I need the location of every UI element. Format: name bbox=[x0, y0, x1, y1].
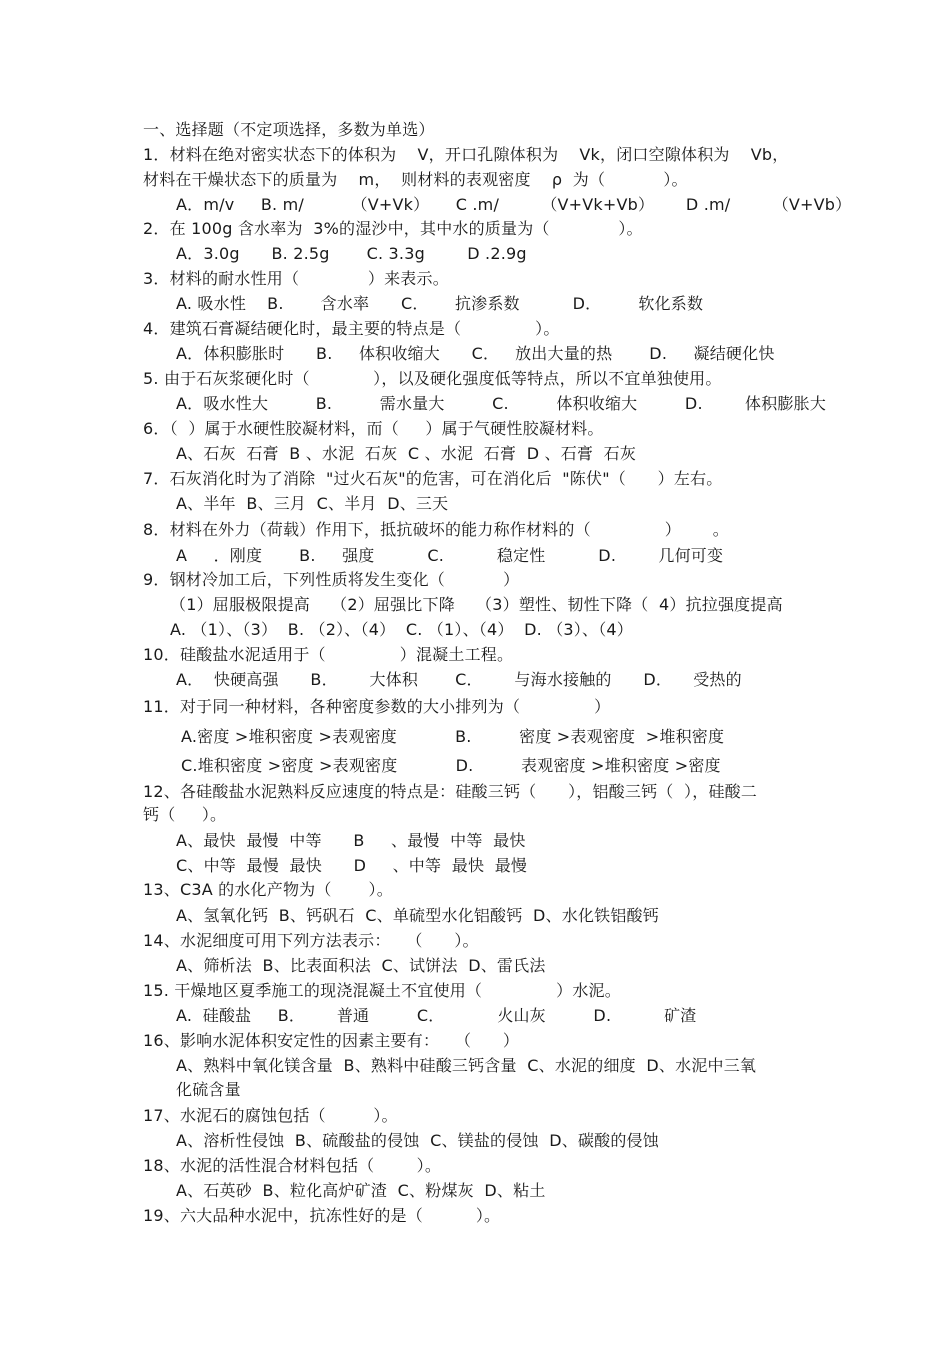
q6-stem: 6．（ ）属于水硬性胶凝材料，而（ ）属于气硬性胶凝材料。 bbox=[143, 419, 604, 438]
q6-options: A、石灰 石膏 B 、水泥 石灰 C 、水泥 石膏 D 、石膏 石灰 bbox=[176, 444, 637, 463]
q14-options: A、筛析法 B、比表面积法 C、试饼法 D、雷氏法 bbox=[176, 956, 546, 975]
q16-stem: 16、影响水泥体积安定性的因素主要有： （ ） bbox=[143, 1031, 520, 1050]
q1-stem: 材料在干燥状态下的质量为 m， 则材料的表观密度 ρ 为（ ）。 bbox=[143, 170, 688, 189]
q10-stem: 10．硅酸盐水泥适用于（ ）混凝土工程。 bbox=[143, 645, 514, 664]
q10-options: A． 快硬高强 B． 大体积 C． 与海水接触的 D． 受热的 bbox=[176, 670, 742, 689]
q12-stem: 12、各硅酸盐水泥熟料反应速度的特点是：硅酸三钙（ ），铝酸三钙（ ），硅酸二 bbox=[143, 782, 758, 801]
q11-options: C.堆积密度 >密度 >表观密度 D. 表观密度 >堆积密度 >密度 bbox=[181, 756, 721, 775]
q16-options: 化硫含量 bbox=[176, 1080, 241, 1099]
q9-stem: 9．钢材冷加工后，下列性质将发生变化（ ） bbox=[143, 570, 520, 589]
q7-stem: 7．石灰消化时为了消除 "过火石灰"的危害，可在消化后 "陈伏"（ ）左右。 bbox=[143, 469, 723, 488]
q13-options: A、氢氧化钙 B、钙矾石 C、单硫型水化铝酸钙 D、水化铁铝酸钙 bbox=[176, 906, 659, 925]
section-title: 一、选择题（不定项选择，多数为单选） bbox=[143, 120, 435, 139]
q3-options: A. 吸水性 B. 含水率 C． 抗渗系数 D． 软化系数 bbox=[176, 294, 704, 313]
q18-options: A、石英砂 B、粒化高炉矿渣 C、粉煤灰 D、粘土 bbox=[176, 1181, 546, 1200]
q7-options: A、半年 B、三月 C、半月 D、三天 bbox=[176, 494, 449, 513]
q12-options: A、最快 最慢 中等 B 、最慢 中等 最快 bbox=[176, 831, 526, 850]
q8-options: A ．刚度 B. 强度 C. 稳定性 D. 几何可变 bbox=[176, 546, 724, 565]
q11-stem: 11．对于同一种材料，各种密度参数的大小排列为（ ） bbox=[143, 697, 611, 716]
q4-stem: 4．建筑石膏凝结硬化时，最主要的特点是（ ）。 bbox=[143, 319, 560, 338]
q13-stem: 13、C3A 的水化产物为（ ）。 bbox=[143, 880, 393, 899]
q19-stem: 19、六大品种水泥中，抗冻性好的是（ ）。 bbox=[143, 1206, 501, 1225]
q15-options: A. 硅酸盐 B． 普通 C． 火山灰 D. 矿渣 bbox=[176, 1006, 697, 1025]
q1-stem: 1．材料在绝对密实状态下的体积为 V，开口孔隙体积为 Vk，闭口空隙体积为 Vb， bbox=[143, 145, 789, 164]
q9-options: A. （1）、（3） B. （2）、（4） C. （1）、（4） D. （3）、（4） bbox=[170, 620, 633, 639]
q4-options: A．体积膨胀时 B. 体积收缩大 C． 放出大量的热 D. 凝结硬化快 bbox=[176, 344, 775, 363]
q1-options: A．m/v B. m/ （V+Vk） C .m/ （V+Vk+Vb） D .m/ （V+Vb） bbox=[176, 195, 852, 214]
q8-stem: 8．材料在外力（荷载）作用下，抵抗破坏的能力称作材料的（ ） 。 bbox=[143, 520, 729, 539]
q12-stem: 钙（ ）。 bbox=[143, 805, 227, 824]
q18-stem: 18、水泥的活性混合材料包括（ ）。 bbox=[143, 1156, 442, 1175]
q17-options: A、溶析性侵蚀 B、硫酸盐的侵蚀 C、镁盐的侵蚀 D、碳酸的侵蚀 bbox=[176, 1131, 659, 1150]
q11-options: A.密度 >堆积密度 >表观密度 B. 密度 >表观密度 >堆积密度 bbox=[181, 727, 725, 746]
q14-stem: 14、水泥细度可用下列方法表示： （ ）。 bbox=[143, 931, 479, 950]
q12-options: C、中等 最慢 最快 D 、中等 最快 最慢 bbox=[176, 856, 528, 875]
q5-options: A．吸水性大 B. 需水量大 C. 体积收缩大 D. 体积膨胀大 bbox=[176, 394, 827, 413]
q3-stem: 3．材料的耐水性用（ ）来表示。 bbox=[143, 269, 449, 288]
q16-options: A、熟料中氧化镁含量 B、熟料中硅酸三钙含量 C、水泥的细度 D、水泥中三氧 bbox=[176, 1056, 757, 1075]
q9-statements: （1）屈服极限提高 （2）屈强比下降 （3）塑性、韧性下降（ 4）抗拉强度提高 bbox=[170, 595, 783, 614]
q2-options: A．3.0g B. 2.5g C. 3.3g D .2.9g bbox=[176, 244, 527, 263]
q17-stem: 17、水泥石的腐蚀包括（ ）。 bbox=[143, 1106, 398, 1125]
q2-stem: 2．在 100g 含水率为 3%的湿沙中，其中水的质量为（ ）。 bbox=[143, 219, 643, 238]
q15-stem: 15. 干燥地区夏季施工的现浇混凝土不宜使用（ ）水泥。 bbox=[143, 981, 621, 1000]
q5-stem: 5. 由于石灰浆硬化时（ ），以及硬化强度低等特点，所以不宜单独使用。 bbox=[143, 369, 722, 388]
